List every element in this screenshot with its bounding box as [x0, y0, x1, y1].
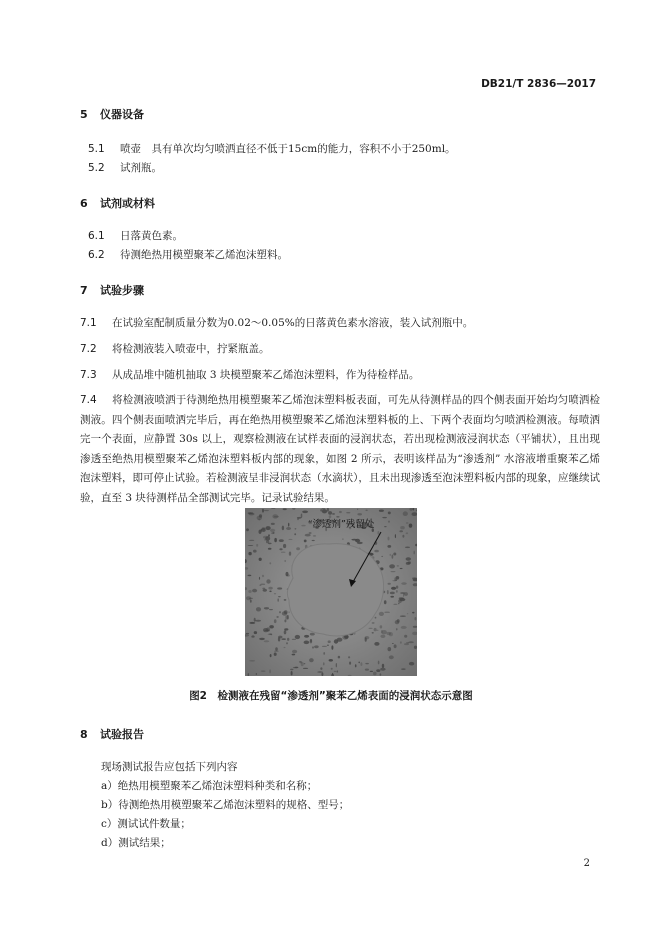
foam-texture-speck — [264, 640, 270, 642]
standard-code: DB21/T 2836—2017 — [481, 78, 596, 90]
foam-texture-speck — [314, 645, 319, 648]
foam-texture-speck — [349, 662, 351, 665]
foam-texture-speck — [401, 626, 407, 629]
foam-texture-speck — [409, 662, 414, 666]
section-title: 试验步骤 — [100, 284, 144, 297]
foam-texture-speck — [288, 612, 290, 613]
foam-texture-speck — [313, 535, 316, 537]
clause-text: 日落黄色素。 — [120, 230, 183, 242]
foam-texture-speck — [266, 579, 270, 583]
foam-texture-speck — [279, 539, 284, 542]
foam-texture-speck — [256, 673, 257, 675]
foam-texture-speck — [398, 599, 402, 603]
clause-7-4 — [80, 391, 600, 508]
foam-texture-speck — [250, 600, 252, 603]
foam-texture-speck — [268, 587, 272, 590]
foam-texture-speck — [392, 643, 394, 644]
foam-texture-speck — [388, 512, 391, 515]
clause-5-2 — [88, 159, 162, 178]
foam-texture-speck — [271, 523, 275, 525]
foam-texture-speck — [301, 525, 305, 527]
clause-7-1 — [80, 314, 473, 333]
foam-texture-speck — [331, 645, 333, 649]
foam-texture-speck — [274, 593, 276, 594]
foam-texture-speck — [372, 622, 375, 623]
foam-texture-speck — [406, 522, 409, 523]
foam-texture-speck — [284, 647, 286, 648]
section-title: 仪器设备 — [100, 108, 144, 121]
foam-texture-speck — [274, 538, 277, 542]
foam-texture-speck — [400, 641, 402, 644]
foam-texture-speck — [277, 587, 282, 589]
foam-texture-speck — [248, 575, 252, 577]
foam-texture-speck — [285, 615, 288, 619]
foam-texture-speck — [270, 529, 275, 532]
foam-texture-speck — [398, 603, 400, 605]
clause-number: 5.2 — [88, 162, 105, 174]
foam-texture-speck — [401, 668, 406, 670]
foam-texture-speck — [387, 632, 391, 635]
foam-texture-speck — [380, 635, 385, 638]
foam-texture-speck — [374, 550, 379, 553]
foam-texture-speck — [289, 539, 293, 540]
foam-texture-speck — [304, 540, 307, 543]
foam-texture-speck — [322, 646, 327, 647]
foam-texture-speck — [396, 590, 397, 593]
foam-texture-speck — [248, 545, 254, 546]
foam-texture-speck — [414, 617, 416, 620]
foam-texture-speck — [393, 604, 397, 605]
foam-texture-speck — [331, 668, 333, 670]
foam-texture-speck — [400, 526, 405, 529]
clause-number: 7.3 — [80, 369, 97, 381]
foam-texture-speck — [414, 551, 415, 555]
foam-texture-speck — [261, 670, 266, 672]
foam-texture-speck — [320, 509, 321, 512]
foam-texture-speck — [408, 641, 414, 643]
foam-texture-speck — [292, 650, 297, 654]
foam-texture-speck — [292, 639, 296, 640]
report-item-b: b）待测绝热用模塑聚苯乙烯泡沫塑料的规格、型号； — [101, 799, 350, 811]
clause-number: 6.2 — [88, 249, 105, 261]
foam-texture-speck — [269, 609, 273, 610]
foam-texture-speck — [384, 526, 387, 527]
foam-texture-speck — [269, 591, 271, 593]
foam-texture-speck — [257, 516, 262, 520]
foam-texture-speck — [283, 544, 286, 548]
foam-texture-speck — [282, 526, 284, 531]
foam-texture-speck — [268, 548, 272, 550]
foam-texture-speck — [322, 509, 327, 513]
foam-texture-speck — [378, 661, 380, 665]
foam-texture-speck — [338, 656, 340, 659]
foam-texture-speck — [407, 613, 408, 614]
foam-texture-speck — [393, 553, 396, 556]
foam-texture-speck — [388, 537, 390, 541]
foam-texture-speck — [264, 510, 269, 511]
foam-texture-speck — [346, 512, 350, 513]
foam-texture-speck — [283, 508, 287, 510]
foam-texture-speck — [246, 633, 249, 634]
foam-texture-speck — [382, 517, 387, 518]
foam-texture-speck — [263, 628, 269, 632]
foam-texture-speck — [406, 562, 411, 565]
foam-texture-speck — [377, 531, 379, 535]
report-intro: 现场测试报告应包括下列内容 — [101, 761, 238, 773]
foam-texture-speck — [381, 630, 382, 633]
foam-texture-speck — [365, 510, 367, 511]
clause-5-1 — [88, 140, 456, 159]
foam-texture-speck — [360, 662, 362, 666]
foam-texture-speck — [357, 513, 362, 515]
foam-texture-speck — [252, 635, 255, 636]
foam-texture-speck — [263, 589, 267, 592]
foam-texture-speck — [277, 598, 279, 601]
foam-texture-speck — [320, 667, 322, 670]
foam-texture-speck — [284, 628, 288, 630]
foam-texture-speck — [278, 637, 280, 641]
foam-texture-speck — [380, 673, 382, 676]
foam-texture-speck — [248, 552, 251, 555]
foam-texture-speck — [387, 545, 391, 548]
foam-texture-speck — [337, 670, 339, 672]
clause-text: 喷壶 具有单次均匀喷洒直径不低于15cm的能力，容积不小于250ml。 — [120, 143, 456, 155]
foam-texture-speck — [395, 534, 396, 538]
clause-number: 6.1 — [88, 230, 105, 242]
foam-texture-speck — [278, 596, 281, 597]
foam-texture-speck — [284, 599, 287, 601]
foam-texture-speck — [286, 642, 288, 644]
foam-texture-speck — [373, 672, 377, 676]
foam-texture-speck — [262, 588, 265, 589]
foam-texture-speck — [312, 646, 314, 648]
foam-texture-speck — [249, 540, 254, 541]
foam-texture-speck — [254, 631, 257, 634]
foam-texture-speck — [395, 620, 400, 624]
foam-texture-speck — [281, 552, 286, 553]
foam-texture-speck — [256, 544, 258, 547]
section-6-heading — [80, 195, 155, 211]
foam-texture-speck — [376, 669, 380, 672]
foam-texture-speck — [384, 600, 387, 604]
foam-texture-speck — [399, 597, 404, 599]
foam-texture-speck — [302, 511, 308, 514]
foam-texture-speck — [269, 634, 271, 635]
foam-texture-speck — [263, 536, 268, 539]
foam-texture-speck — [321, 673, 323, 677]
foam-texture-speck — [394, 644, 397, 648]
foam-texture-speck — [358, 662, 360, 664]
foam-texture-speck — [392, 580, 395, 581]
foam-texture-speck — [300, 661, 302, 664]
foam-texture-speck — [249, 660, 255, 662]
foam-texture-speck — [388, 583, 391, 585]
foam-texture-speck — [388, 521, 389, 523]
foam-texture-speck — [405, 547, 410, 549]
foam-texture-speck — [339, 511, 342, 513]
foam-texture-speck — [336, 516, 339, 518]
foam-texture-speck — [372, 632, 374, 634]
report-item-a: a）绝热用模塑聚苯乙烯泡沫塑料种类和名称； — [101, 780, 318, 792]
foam-texture-speck — [259, 558, 262, 561]
report-item-c: c）测试试件数量； — [101, 818, 191, 830]
page-number: 2 — [583, 858, 590, 869]
foam-texture-speck — [269, 625, 274, 628]
foam-texture-speck — [270, 654, 272, 657]
foam-texture-speck — [396, 628, 397, 630]
foam-texture-speck — [259, 638, 265, 640]
foam-texture-speck — [269, 562, 271, 564]
section-title: 试验报告 — [100, 728, 144, 741]
residue-annotation: “渗透剂”残留处 — [307, 519, 375, 530]
foam-texture-speck — [291, 671, 293, 675]
foam-texture-speck — [389, 655, 394, 659]
foam-texture-speck — [389, 564, 395, 568]
foam-texture-speck — [266, 526, 271, 530]
foam-texture-speck — [304, 641, 310, 645]
foam-texture-speck — [342, 538, 343, 540]
foam-texture-speck — [390, 554, 391, 556]
foam-texture-speck — [305, 534, 311, 537]
foam-texture-speck — [309, 658, 314, 662]
foam-texture-speck — [269, 669, 271, 673]
foam-texture-speck — [264, 607, 269, 609]
foam-texture-speck — [288, 523, 289, 527]
foam-texture-speck — [312, 540, 315, 541]
foam-texture-speck — [317, 671, 323, 672]
foam-texture-speck — [400, 568, 403, 569]
foam-texture-speck — [304, 663, 306, 664]
foam-texture-speck — [284, 610, 288, 614]
foam-texture-speck — [379, 612, 384, 616]
foam-texture-speck — [329, 659, 333, 662]
foam-texture-speck — [271, 532, 274, 534]
section-number: 8 — [80, 728, 88, 741]
foam-texture-speck — [400, 592, 405, 594]
foam-texture-speck — [323, 652, 325, 655]
foam-texture-speck — [329, 515, 332, 518]
foam-texture-speck — [328, 640, 331, 643]
foam-texture-speck — [391, 571, 396, 572]
section-7-heading — [80, 282, 144, 298]
foam-texture-speck — [296, 547, 300, 550]
foam-texture-speck — [281, 638, 286, 640]
foam-texture-speck — [284, 630, 287, 634]
foam-texture-speck — [268, 534, 270, 537]
foam-texture-speck — [381, 556, 383, 557]
residue-area — [287, 544, 383, 636]
foam-texture-speck — [357, 509, 358, 511]
foam-texture-speck — [388, 647, 392, 651]
section-number: 5 — [80, 108, 88, 121]
foam-texture-speck — [379, 510, 384, 512]
foam-texture-speck — [248, 590, 251, 593]
foam-texture-speck — [259, 585, 261, 586]
figure-caption: 图2 检测液在残留“渗透剂”聚苯乙烯表面的浸润状态示意图 — [189, 690, 473, 702]
foam-texture-speck — [332, 513, 335, 515]
foam-texture-speck — [286, 527, 291, 530]
foam-texture-speck — [374, 628, 377, 631]
foam-texture-speck — [323, 662, 324, 665]
foam-texture-speck — [380, 625, 383, 628]
foam-texture-speck — [289, 552, 291, 556]
foam-texture-speck — [348, 656, 350, 658]
foam-texture-speck — [276, 616, 278, 617]
foam-texture-speck — [384, 612, 390, 613]
clause-number: 7.4 — [80, 394, 97, 406]
foam-texture-speck — [279, 611, 281, 613]
clause-text: 试剂瓶。 — [120, 162, 162, 174]
clause-7-2 — [80, 340, 270, 359]
foam-texture-speck — [396, 586, 398, 589]
foam-texture-speck — [274, 650, 279, 652]
foam-texture-speck — [327, 645, 329, 646]
foam-texture-speck — [293, 667, 298, 668]
foam-texture-speck — [328, 511, 332, 515]
foam-texture-speck — [380, 668, 385, 671]
clause-text: 从成品堆中随机抽取 3 块模塑聚苯乙烯泡沫塑料，作为待检样品。 — [112, 369, 420, 381]
section-5-heading — [80, 106, 144, 122]
foam-surface-image — [245, 508, 417, 676]
foam-texture-speck — [406, 557, 411, 560]
foam-texture-speck — [400, 615, 406, 617]
foam-texture-speck — [262, 509, 264, 513]
foam-texture-speck — [397, 565, 399, 567]
clause-6-2 — [88, 246, 288, 265]
foam-texture-speck — [254, 618, 256, 622]
foam-texture-speck — [392, 555, 394, 559]
foam-texture-speck — [309, 532, 312, 534]
foam-texture-speck — [279, 548, 282, 550]
clause-text: 将检测液装入喷壶中，拧紧瓶盖。 — [112, 343, 270, 355]
foam-texture-speck — [266, 540, 269, 543]
foam-texture-speck — [412, 577, 417, 579]
foam-texture-speck — [406, 532, 409, 534]
clause-text: 待测绝热用模塑聚苯乙烯泡沫塑料。 — [120, 249, 288, 261]
foam-texture-speck — [290, 669, 293, 671]
foam-texture-speck — [292, 654, 296, 656]
clause-6-1 — [88, 227, 183, 246]
foam-texture-speck — [246, 528, 249, 531]
foam-texture-speck — [249, 598, 253, 599]
clause-number: 5.1 — [88, 143, 105, 155]
foam-texture-speck — [334, 671, 337, 672]
foam-texture-speck — [260, 584, 265, 585]
foam-texture-speck — [294, 533, 296, 535]
foam-texture-speck — [391, 587, 396, 590]
foam-texture-speck — [295, 528, 297, 530]
foam-texture-speck — [399, 530, 403, 532]
foam-texture-speck — [262, 527, 266, 530]
foam-texture-speck — [256, 607, 261, 611]
foam-texture-speck — [275, 647, 278, 651]
foam-texture-speck — [295, 635, 300, 639]
foam-texture-speck — [365, 637, 367, 642]
clause-text: 在试验室配制质量分数为0.02～0.05%的日落黄色素水溶液，装入试剂瓶中。 — [112, 317, 474, 329]
foam-texture-speck — [274, 516, 279, 517]
clause-text: 将检测液喷洒于待测绝热用模塑聚苯乙烯泡沫塑料板表面，可先从待测样品的四个侧表面开始均匀喷洒检测液。四个侧表面喷洒完毕后，再在绝热用模塑聚苯乙烯泡沫塑料板的上、下两个表面均匀喷洒检测液。每喷洒完一个表面，应静置 30s 以上，观察检测液在试样表面的浸润状态，若出现检测液浸润状态（平铺状），且出现渗透至绝热用模塑聚苯乙烯泡沫塑料板内部的现象，如图 2 所示，表明该样品为“渗透剂” 水溶液增重聚苯乙烯泡沫塑料，即可停止试验。若检测液呈非浸润状态（水滴状），且未出现渗透至泡沫塑料板内部的现象，应继续试验，直至 3 块待测样品全部测试完毕。记录试验结果。 — [80, 394, 600, 504]
foam-texture-speck — [374, 642, 379, 646]
foam-texture-speck — [403, 511, 408, 516]
foam-texture-speck — [357, 542, 363, 544]
foam-texture-speck — [387, 590, 389, 594]
foam-texture-speck — [284, 560, 286, 561]
foam-texture-speck — [370, 671, 373, 672]
section-8-heading — [80, 726, 144, 742]
foam-texture-speck — [255, 620, 261, 622]
foam-texture-speck — [412, 612, 414, 614]
foam-texture-speck — [351, 539, 357, 541]
foam-texture-speck — [297, 517, 302, 519]
foam-texture-speck — [390, 592, 395, 595]
foam-texture-speck — [355, 664, 357, 667]
foam-texture-speck — [404, 643, 409, 645]
foam-texture-speck — [310, 633, 315, 636]
clause-number: 7.1 — [80, 317, 97, 329]
foam-texture-speck — [414, 646, 417, 649]
foam-texture-speck — [259, 577, 260, 580]
foam-texture-speck — [274, 653, 277, 656]
foam-texture-speck — [402, 535, 404, 538]
report-item-d: d）测试结果； — [101, 837, 171, 849]
foam-texture-speck — [375, 617, 377, 619]
foam-texture-speck — [401, 582, 406, 585]
clause-7-3 — [80, 366, 419, 385]
foam-texture-speck — [249, 622, 255, 624]
foam-texture-speck — [284, 619, 286, 622]
foam-texture-speck — [409, 524, 413, 528]
foam-texture-speck — [382, 664, 384, 668]
foam-texture-speck — [365, 663, 369, 664]
foam-texture-speck — [310, 639, 313, 643]
foam-texture-speck — [262, 575, 264, 577]
foam-texture-speck — [286, 572, 289, 576]
foam-texture-speck — [287, 638, 289, 641]
section-title: 试剂或材料 — [100, 197, 155, 210]
foam-texture-speck — [274, 619, 277, 623]
foam-texture-speck — [396, 576, 400, 580]
foam-texture-speck — [369, 628, 373, 629]
foam-texture-speck — [252, 589, 257, 593]
foam-texture-speck — [404, 635, 407, 638]
section-number: 7 — [80, 284, 88, 297]
foam-texture-speck — [390, 596, 394, 598]
foam-texture-speck — [253, 550, 257, 553]
foam-texture-speck — [365, 669, 369, 671]
foam-texture-speck — [403, 593, 404, 597]
foam-texture-speck — [303, 668, 308, 669]
section-number: 6 — [80, 197, 88, 210]
foam-texture-speck — [334, 639, 338, 643]
clause-number: 7.2 — [80, 343, 97, 355]
figure-2-photo — [245, 508, 417, 676]
foam-texture-speck — [336, 663, 337, 667]
foam-texture-speck — [249, 513, 255, 516]
foam-texture-speck — [304, 635, 309, 638]
